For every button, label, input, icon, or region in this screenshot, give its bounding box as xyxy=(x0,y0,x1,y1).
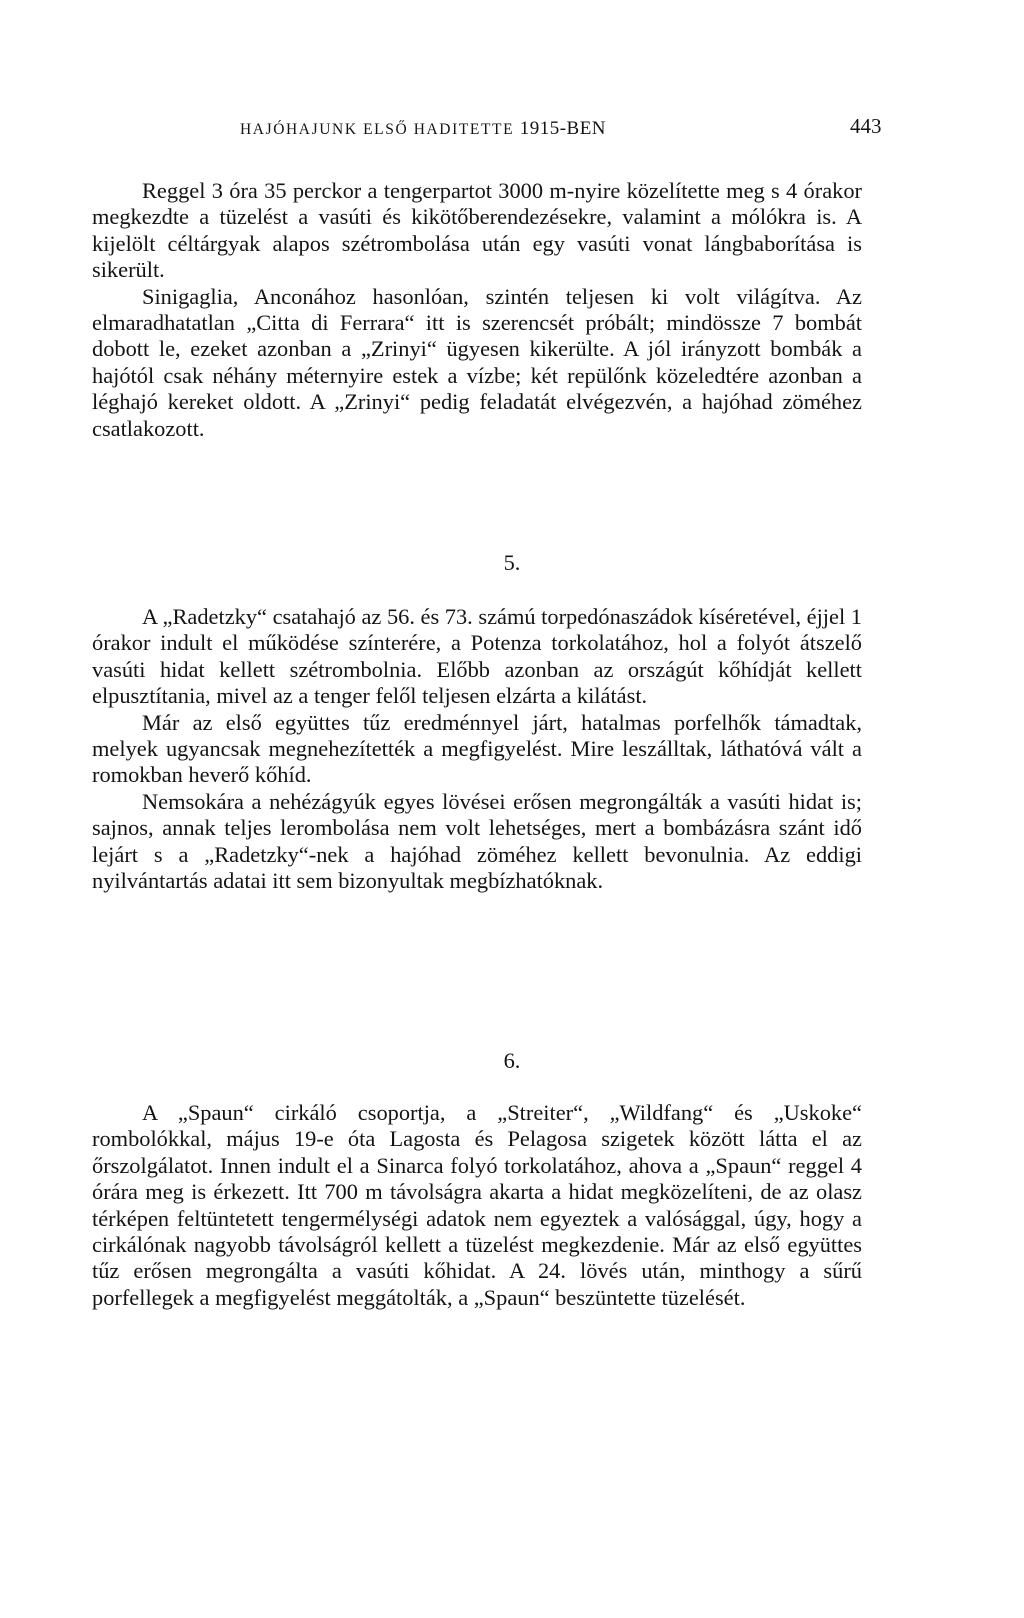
section-number-5: 5. xyxy=(503,550,521,575)
running-head xyxy=(240,118,606,140)
paragraph: A „Spaun“ cirkáló csoportja, a „Streiter“, „Wildfang“ és „Uskoke“ rombolókkal, május 19-e óta Lagosta és Pelagosa szigetek között látta el az őrszolgálatot. Innen indult el a Sinarca folyó torkolatához, ahova a „Spaun“ reggel 4 órára meg is érkezett. Itt 700 m távolságra akarta a hidat megközelíteni, de az olasz térképen feltüntetett tengermélységi adatok nem egyeztek a valósággal, úgy, hogy a cirkálónak nagyobb távolságról kellett a tüzelést megkezdenie. Már az első együttes tűz erősen megrongálta a vasúti kőhidat. A 24. lövés után, minthogy a sűrű porfellegek a megfigyelést meggátolták, a „Spaun“ beszüntette tüzelését. xyxy=(92,1100,862,1310)
running-title: HAJÓHAJUNK ELSŐ HADITETTE xyxy=(240,121,515,138)
paragraph: Már az első együttes tűz eredménnyel járt, hatalmas porfelhők támadtak, melyek ugyancsak megnehezítették a megfigyelést. Mire leszálltak, láthatóvá vált a romokban heverő kőhíd. xyxy=(92,709,862,788)
section-6-text xyxy=(92,1100,862,1311)
running-year: 1915-BEN xyxy=(519,118,607,139)
paragraph: Nemsokára a nehézágyúk egyes lövései erősen megrongálták a vasúti hidat is; sajnos, annak teljes lerombolása nem volt lehetséges, mert a bombázásra szánt idő lejárt s a „Radetzky“-nek a hajóhad zöméhez kellett bevonulnia. Az eddigi nyilvántartás adatai itt sem bizonyultak megbízhatóknak. xyxy=(92,788,862,894)
page-number: 443 xyxy=(850,114,882,138)
paragraph: Sinigaglia, Anconához hasonlóan, szintén teljesen ki volt világítva. Az elmaradhatatlan „Citta di Ferrara“ itt is szerencsét próbált; mindössze 7 bombát dobott le, ezeket azonban a „Zrinyi“ ügyesen kikerülte. A jól irányzott bombák a hajótól csak néhány méternyire estek a vízbe; két repülőnk közeledtére azonban a léghajó kereket oldott. A „Zrinyi“ pedig feladatát elvégezvén, a hajóhad zöméhez csatlakozott. xyxy=(92,283,862,441)
section-4-text xyxy=(92,178,862,442)
section-5-text xyxy=(92,604,862,894)
section-number-6: 6. xyxy=(503,1048,521,1073)
paragraph: A „Radetzky“ csatahajó az 56. és 73. számú torpedónaszádok kíséretével, éjjel 1 órakor indult el működése színterére, a Potenza torkolatához, hol a folyót átszelő vasúti hidat kellett szétrombolnia. Előbb azonban az országút kőhídját kellett elpusztítania, mivel az a tenger felől teljesen elzárta a kilátást. xyxy=(92,604,862,709)
paragraph: Reggel 3 óra 35 perckor a tengerpartot 3000 m-nyire közelítette meg s 4 órakor megkezdte a tüzelést a vasúti és kikötőberendezésekre, valamint a mólókra is. A kijelölt céltárgyak alapos szétrombolása után egy vasúti vonat lángbaborítása is sikerült. xyxy=(92,178,862,283)
